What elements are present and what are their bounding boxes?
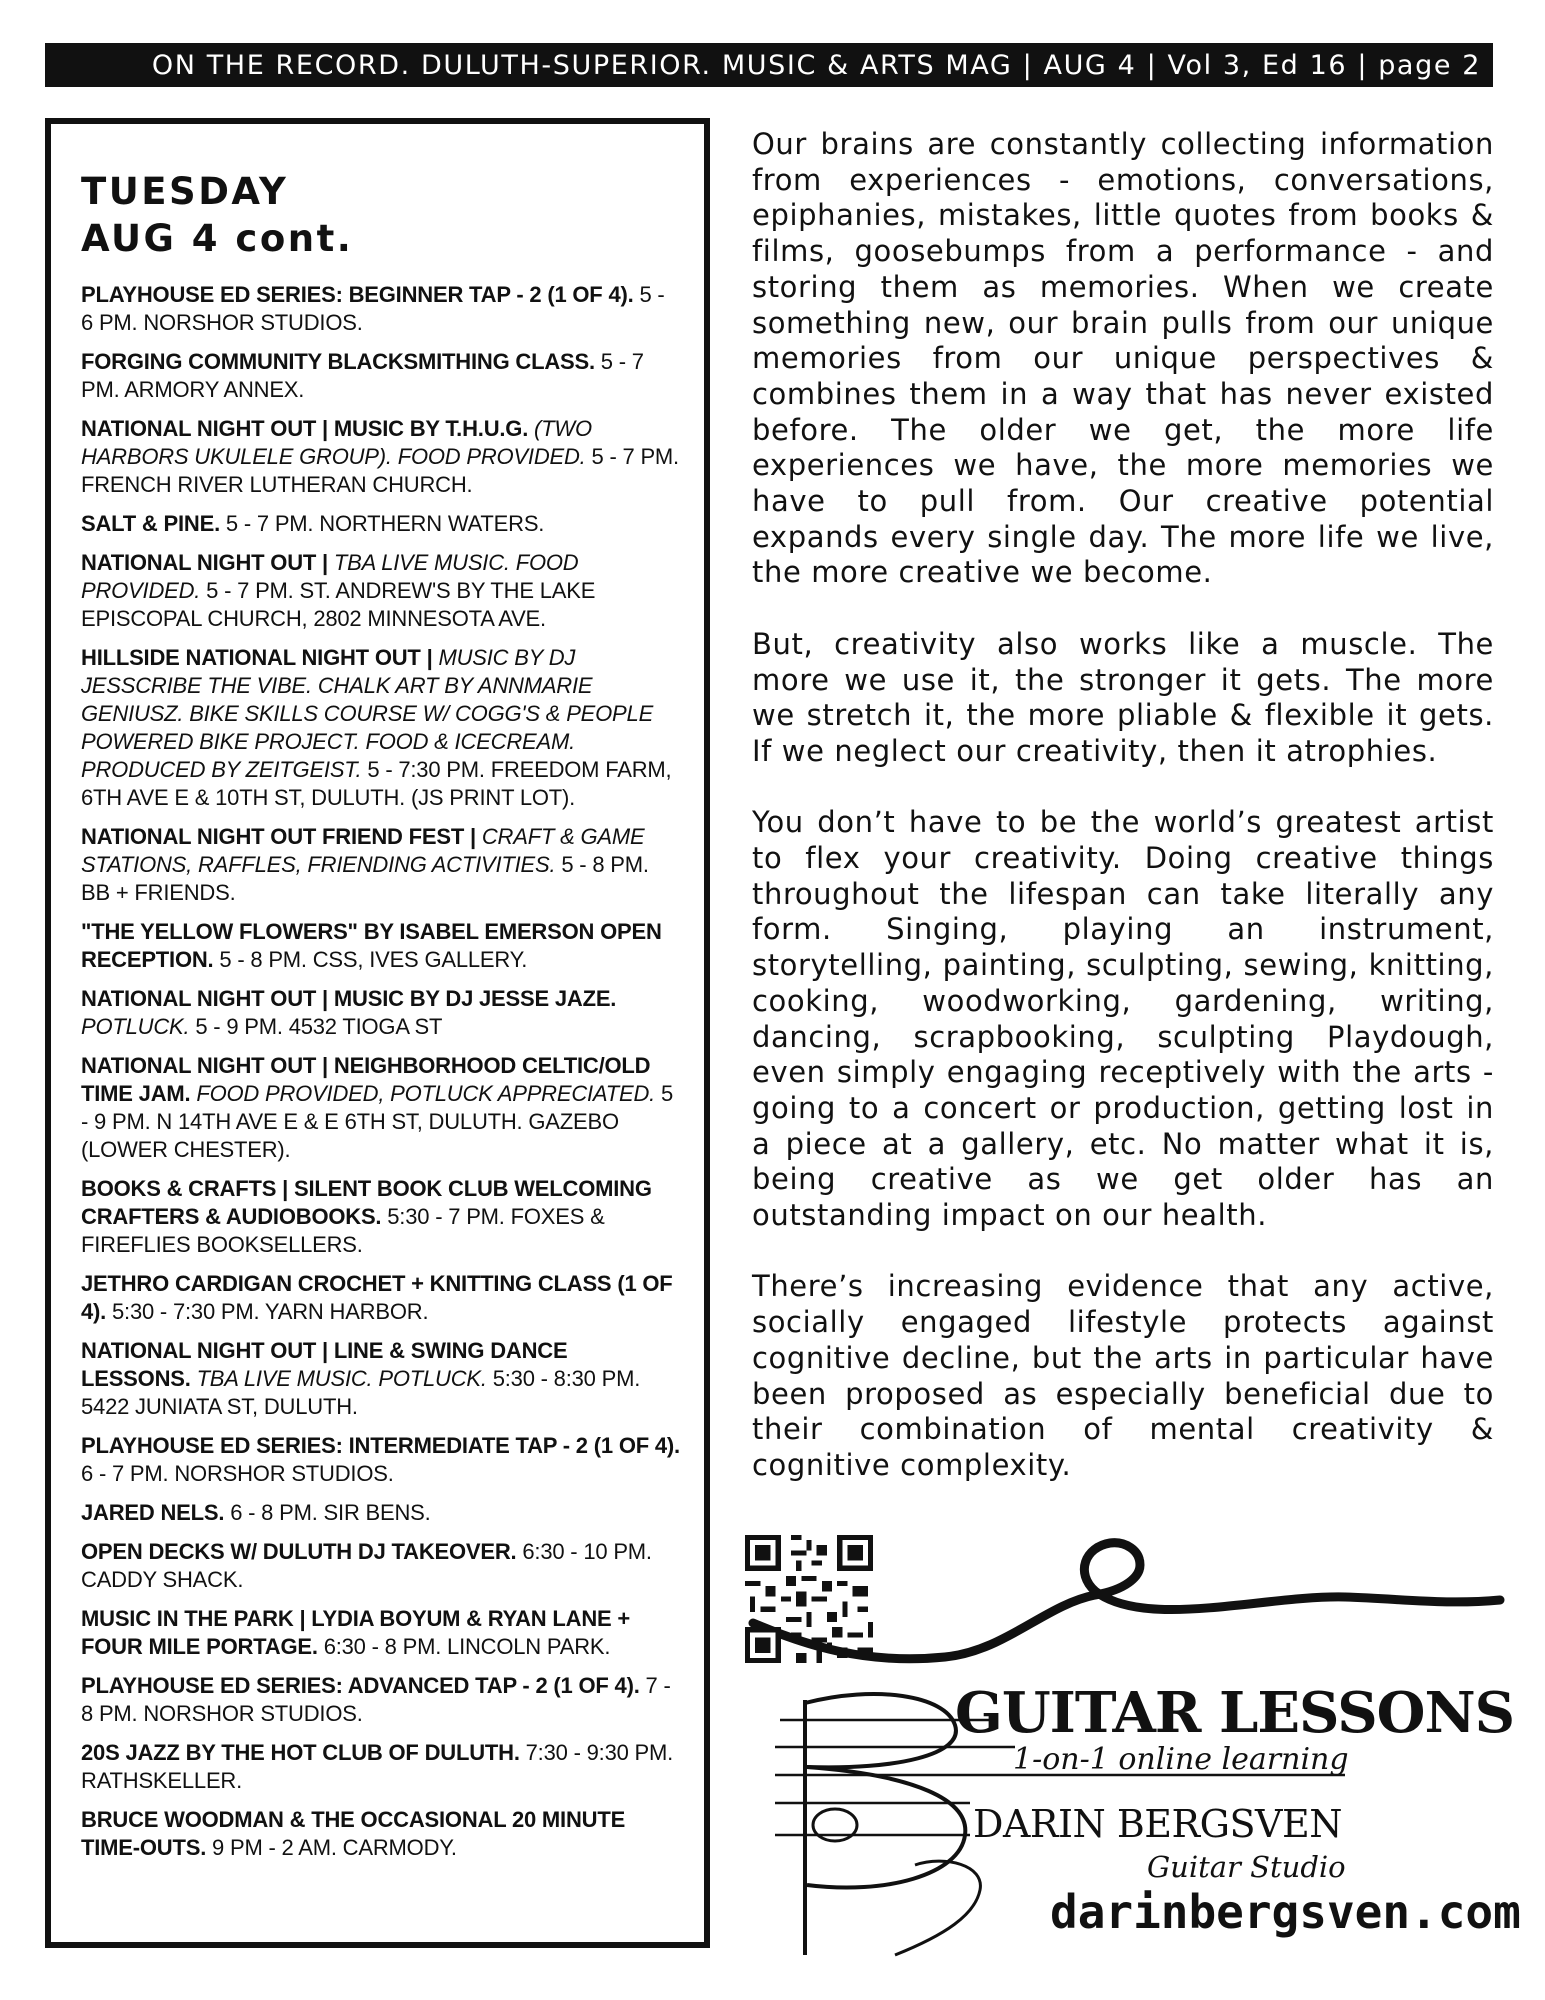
event-time-venue: 6 - 7 PM. NORSHOR STUDIOS.: [81, 1461, 394, 1486]
event-time-venue: 6 - 8 PM. SIR BENS.: [224, 1500, 431, 1525]
page-header-bar: [45, 43, 1493, 87]
event-title: SALT & PINE.: [81, 511, 220, 536]
events-listing-box: [45, 118, 710, 1948]
event-title: NATIONAL NIGHT OUT | MUSIC BY DJ JESSE JAZE.: [81, 986, 617, 1011]
event-time-venue: 5:30 - 8:30 PM. 5422 JUNIATA ST, DULUTH.: [81, 1366, 641, 1419]
event-title: MUSIC IN THE PARK | LYDIA BOYUM & RYAN LANE + FOUR MILE PORTAGE.: [81, 1606, 631, 1659]
event-item: [81, 1270, 682, 1326]
page-header-text: ON THE RECORD. DULUTH-SUPERIOR. MUSIC & ARTS MAG | AUG 4 | Vol 3, Ed 16 | page 2: [151, 49, 1481, 81]
event-item: [81, 1052, 682, 1164]
event-description: POTLUCK.: [81, 1014, 190, 1039]
event-item: [81, 415, 682, 499]
event-item: [81, 1538, 682, 1594]
article-paragraph: There’s increasing evidence that any active, socially engaged lifestyle protects against cognitive decline, but the arts in particular have been proposed as especially beneficial due to their combination of mental creativity & cognitive complexity.: [752, 1269, 1494, 1482]
event-time-venue: 5 - 9 PM. 4532 TIOGA ST: [189, 1014, 443, 1039]
event-time-venue: 5 - 7 PM. NORTHERN WATERS.: [219, 511, 545, 536]
event-title: PLAYHOUSE ED SERIES: BEGINNER TAP - 2 (1 OF 4).: [81, 282, 634, 307]
event-item: [81, 1432, 682, 1488]
article-paragraph: You don’t have to be the world’s greatest artist to flex your creativity. Doing creative things throughout the lifespan can take literally any form. Singing, playing an instrument, storytelling, painting, sculpting, sewing, knitting, cooking, woodworking, gardening, writing, dancing, scrapbooking, sculpting Playdough, even simply engaging receptively with the arts - going to a concert or production, getting lost in a piece at a gallery, etc. No matter what it is, being creative as we get older has an outstanding impact on our health.: [752, 805, 1494, 1233]
day-heading-line1: TUESDAY: [81, 170, 289, 213]
event-item: [81, 1739, 682, 1795]
event-item: [81, 1337, 682, 1421]
qr-code-icon[interactable]: [745, 1535, 873, 1663]
event-title: JETHRO CARDIGAN CROCHET + KNITTING CLASS (1 OF 4).: [81, 1271, 673, 1324]
ad-website-link[interactable]: darinbergsven.com: [1050, 1885, 1521, 1939]
event-item: [81, 1806, 682, 1862]
event-title: JARED NELS.: [81, 1500, 225, 1525]
event-time-venue: 5 - 7 PM. ARMORY ANNEX.: [81, 349, 644, 402]
ad-studio-label: Guitar Studio: [1147, 1850, 1346, 1884]
event-description: TBA LIVE MUSIC. POTLUCK.: [190, 1366, 487, 1391]
event-time-venue: 5 - 8 PM. BB + FRIENDS.: [81, 852, 649, 905]
article-paragraph: Our brains are constantly collecting information from experiences - emotions, conversations, epiphanies, mistakes, little quotes from books & films, goosebumps from a performance - and storing them as memories. When we create something new, our brain pulls from our unique memories from our unique perspectives & combines them in a way that has never existed before. The older we get, the more life experiences we have, the more memories we have to pull from. Our creative potential expands every single day. The more life we live, the more creative we become.: [752, 127, 1494, 590]
event-item: [81, 918, 682, 974]
event-description: MUSIC BY DJ JESSCRIBE THE VIBE. CHALK ART BY ANNMARIE GENIUSZ. BIKE SKILLS COURSE W/ COGG'S & PEOPLE POWERED BIKE PROJECT. FOOD & ICECREAM. PRODUCED BY ZEITGEIST.: [81, 645, 654, 782]
event-time-venue: 5 - 7:30 PM. FREEDOM FARM, 6TH AVE E & 10TH ST, DULUTH. (JS PRINT LOT).: [81, 757, 672, 810]
event-list: [81, 281, 682, 1862]
event-title: NATIONAL NIGHT OUT FRIEND FEST |: [81, 824, 476, 849]
ad-subtitle: 1-on-1 online learning: [1013, 1742, 1349, 1777]
event-item: [81, 549, 682, 633]
event-time-venue: 7:30 - 9:30 PM. RATHSKELLER.: [81, 1740, 674, 1793]
event-time-venue: 5 - 6 PM. NORSHOR STUDIOS.: [81, 282, 665, 335]
guitar-lessons-ad: [745, 1535, 1521, 1965]
event-description: CRAFT & GAME STATIONS, RAFFLES, FRIENDING ACTIVITIES.: [81, 824, 645, 877]
event-title: FORGING COMMUNITY BLACKSMITHING CLASS.: [81, 349, 595, 374]
event-time-venue: 6:30 - 8 PM. LINCOLN PARK.: [317, 1634, 611, 1659]
event-time-venue: 9 PM - 2 AM. CARMODY.: [206, 1835, 457, 1860]
event-title: BOOKS & CRAFTS | SILENT BOOK CLUB WELCOMING CRAFTERS & AUDIOBOOKS.: [81, 1176, 652, 1229]
event-title: NATIONAL NIGHT OUT | LINE & SWING DANCE LESSONS.: [81, 1338, 568, 1391]
day-heading-line2: AUG 4 cont.: [81, 217, 354, 260]
event-item: [81, 510, 682, 538]
event-description: (TWO HARBORS UKULELE GROUP). FOOD PROVIDED.: [81, 416, 592, 469]
event-item: [81, 823, 682, 907]
event-time-venue: 5:30 - 7:30 PM. YARN HARBOR.: [106, 1299, 429, 1324]
event-title: "THE YELLOW FLOWERS" BY ISABEL EMERSON OPEN RECEPTION.: [81, 919, 662, 972]
event-time-venue: 5:30 - 7 PM. FOXES & FIREFLIES BOOKSELLERS.: [81, 1204, 605, 1257]
event-item: [81, 644, 682, 812]
event-time-venue: 5 - 7 PM. FRENCH RIVER LUTHERAN CHURCH.: [81, 444, 679, 497]
event-title: BRUCE WOODMAN & THE OCCASIONAL 20 MINUTE TIME-OUTS.: [81, 1807, 626, 1860]
event-time-venue: 5 - 9 PM. N 14TH AVE E & E 6TH ST, DULUTH. GAZEBO (LOWER CHESTER).: [81, 1081, 674, 1162]
event-title: 20S JAZZ BY THE HOT CLUB OF DULUTH.: [81, 1740, 520, 1765]
event-title: PLAYHOUSE ED SERIES: ADVANCED TAP - 2 (1 OF 4).: [81, 1673, 640, 1698]
event-item: [81, 985, 682, 1041]
event-title: NATIONAL NIGHT OUT | NEIGHBORHOOD CELTIC/OLD TIME JAM.: [81, 1053, 651, 1106]
event-time-venue: 5 - 8 PM. CSS, IVES GALLERY.: [213, 947, 528, 972]
day-heading: [81, 168, 682, 262]
event-item: [81, 1175, 682, 1259]
article-paragraph: But, creativity also works like a muscle. The more we use it, the stronger it gets. The more we stretch it, the more pliable & flexible it gets. If we neglect our creativity, then it atrophies.: [752, 626, 1494, 768]
event-item: [81, 348, 682, 404]
event-item: [81, 281, 682, 337]
event-title: HILLSIDE NATIONAL NIGHT OUT |: [81, 645, 433, 670]
event-description: TBA LIVE MUSIC. FOOD PROVIDED.: [81, 550, 579, 603]
ad-teacher-name: DARIN BERGSVEN: [973, 1802, 1342, 1846]
event-title: OPEN DECKS W/ DULUTH DJ TAKEOVER.: [81, 1539, 517, 1564]
event-time-venue: 6:30 - 10 PM. CADDY SHACK.: [81, 1539, 652, 1592]
event-time-venue: 7 - 8 PM. NORSHOR STUDIOS.: [81, 1673, 671, 1726]
event-time-venue: 5 - 7 PM. ST. ANDREW'S BY THE LAKE EPISCOPAL CHURCH, 2802 MINNESOTA AVE.: [81, 578, 596, 631]
event-item: [81, 1605, 682, 1661]
event-title: NATIONAL NIGHT OUT | MUSIC BY T.H.U.G.: [81, 416, 529, 441]
ad-title: GUITAR LESSONS: [955, 1680, 1515, 1746]
article-body: [752, 127, 1494, 1519]
event-item: [81, 1672, 682, 1728]
event-item: [81, 1499, 682, 1527]
event-description: FOOD PROVIDED, POTLUCK APPRECIATED.: [190, 1081, 656, 1106]
event-title: NATIONAL NIGHT OUT |: [81, 550, 328, 575]
event-title: PLAYHOUSE ED SERIES: INTERMEDIATE TAP - 2 (1 OF 4).: [81, 1433, 680, 1458]
